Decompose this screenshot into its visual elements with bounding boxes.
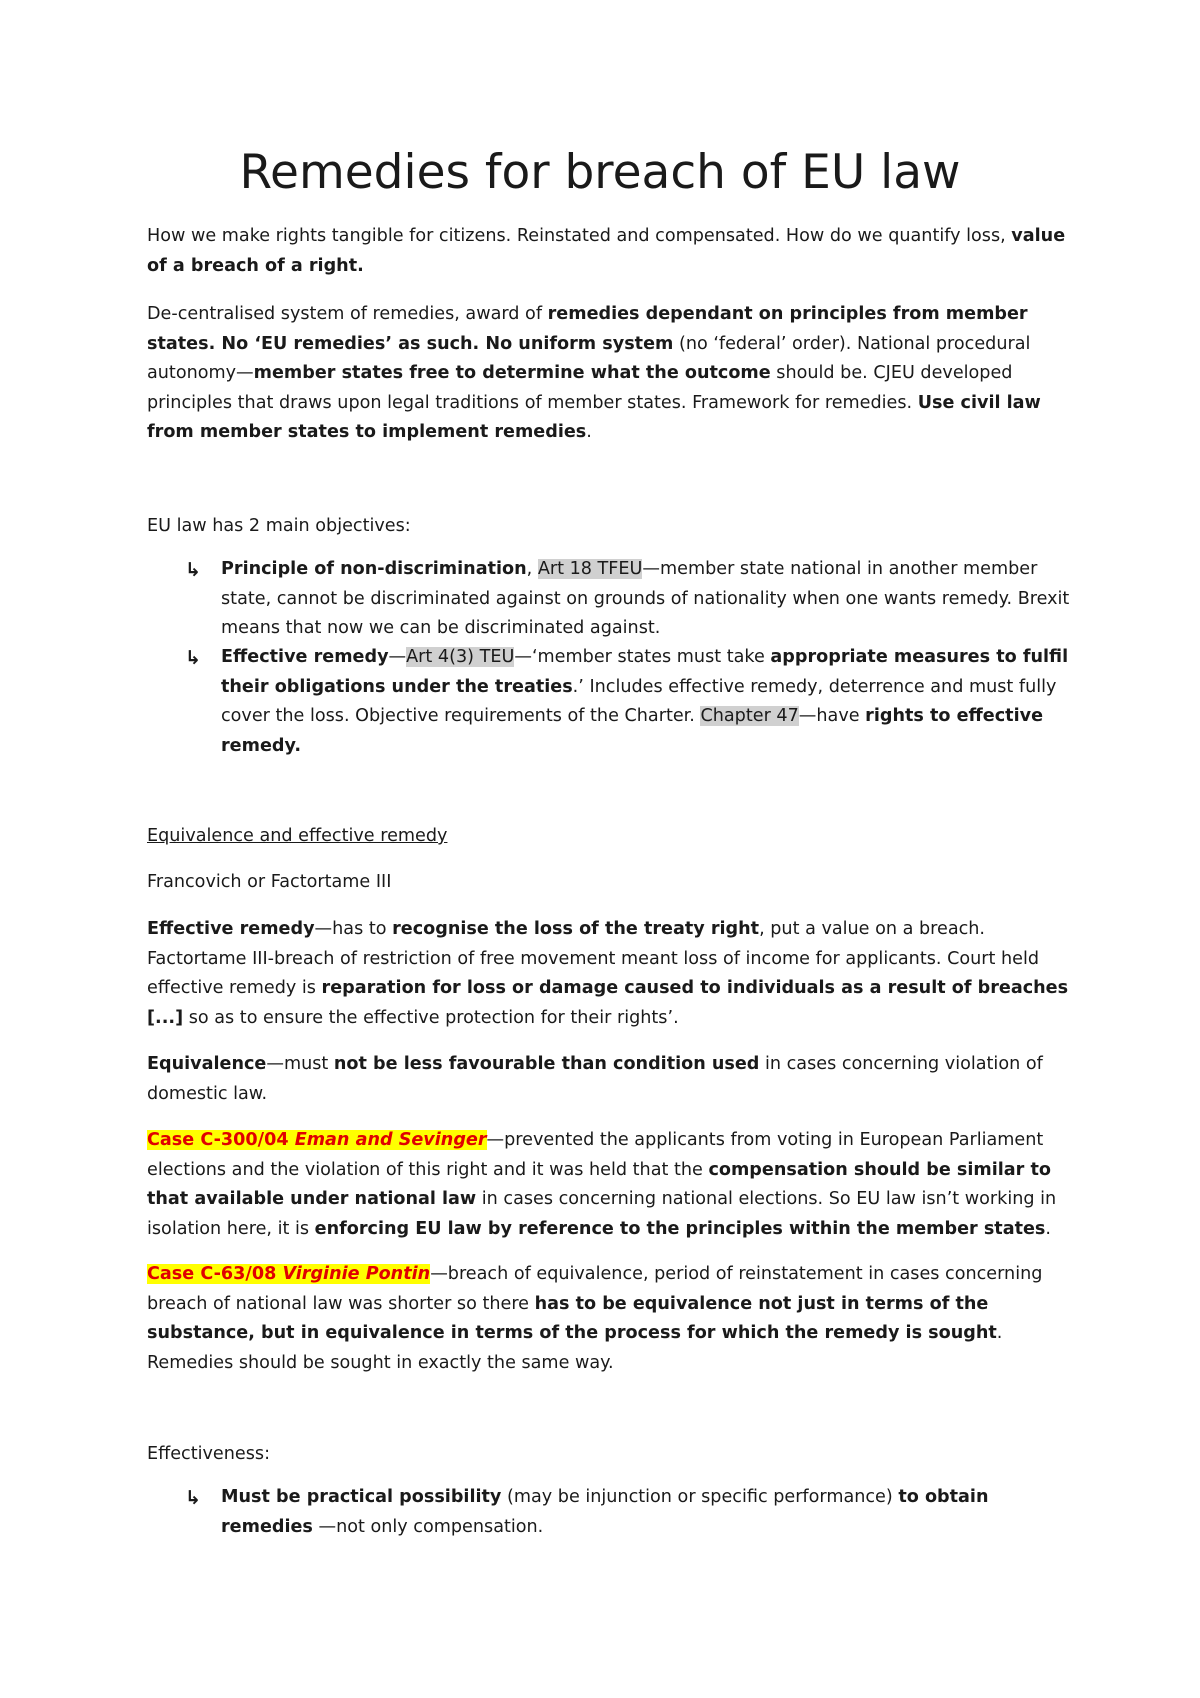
case-number: Case C-63/08: [147, 1264, 283, 1284]
case-label: [147, 1130, 487, 1150]
text: so as to ensure the effective protection for their rights’.: [183, 1007, 679, 1028]
case-eman-paragraph: [147, 1126, 1077, 1244]
text: —has to: [314, 919, 393, 939]
bold-text: member states free to determine what the outcome: [253, 363, 771, 383]
bold-text: not be less favourable than condition used: [333, 1054, 760, 1074]
case-pontin-paragraph: [147, 1260, 1077, 1378]
arrow-bullet-icon: ↳: [185, 647, 201, 669]
text: —breach of equivalence, period of reinstatement in cases concerning breach of national law was shorter so there: [147, 1264, 1043, 1314]
objectives-heading: EU law has 2 main objectives:: [147, 516, 411, 536]
case-name: Virginie Pontin: [282, 1264, 431, 1284]
text: —‘member states must take: [514, 647, 771, 667]
article-reference: Art 18 TFEU: [537, 559, 643, 579]
case-name: Eman and Sevinger: [294, 1130, 487, 1150]
equivalence-paragraph: [147, 1050, 1077, 1109]
francovich-line: Francovich or Factortame III: [147, 872, 392, 892]
effective-remedy-paragraph: [147, 915, 1077, 1033]
bullet-practical-possibility: [221, 1483, 1077, 1542]
text: (no ‘federal’ order). National procedural autonomy—: [147, 333, 1031, 383]
article-reference: Art 4(3) TEU: [406, 647, 515, 667]
case-number: Case C-300/04: [147, 1130, 295, 1150]
text: —must: [266, 1054, 334, 1074]
text: , put a value on a breach. Factortame III-breach of restriction of free movement meant loss of income for applicants. Court held effective remedy is: [147, 919, 1040, 998]
text: should be. CJEU developed principles that draws upon legal traditions of member states. Framework for remedies.: [147, 363, 1013, 413]
case-label: [147, 1264, 430, 1284]
bold-text: recognise the loss of the treaty right: [392, 919, 760, 939]
text: .’ Includes effective remedy, deterrence and must fully cover the loss. Objective requirements of the Charter.: [221, 676, 1057, 726]
chapter-reference: Chapter 47: [700, 706, 799, 726]
bold-text: Equivalence: [147, 1054, 267, 1074]
text: . Remedies should be sought in exactly the same way.: [147, 1323, 1003, 1373]
bold-text: reparation for loss or damage caused to individuals as a result of breaches [...]: [147, 978, 1069, 1028]
intro-paragraph: [147, 222, 1077, 281]
bullet-effective-remedy: [221, 643, 1077, 761]
bold-text: rights to effective remedy.: [221, 706, 1044, 756]
bullet-non-discrimination: [221, 555, 1077, 644]
text: De-centralised system of remedies, award of: [147, 304, 548, 324]
bold-text: remedies dependant on principles from member states. No ‘EU remedies’ as such. No uniform system: [147, 304, 1028, 354]
text: —have: [798, 706, 866, 726]
text: .: [1045, 1218, 1051, 1239]
text: —prevented the applicants from voting in European Parliament elections and the violation of this right and it was held that the: [147, 1130, 1044, 1180]
bold-text: to obtain remedies: [221, 1487, 989, 1537]
bold-text: Effective remedy: [221, 647, 389, 667]
arrow-bullet-icon: ↳: [185, 1487, 201, 1509]
text: .: [586, 422, 592, 442]
arrow-bullet-icon: ↳: [185, 559, 201, 581]
bold-text: appropriate measures to fulfil their obligations under the treaties: [221, 647, 1069, 697]
page-title: Remedies for breach of EU law: [239, 145, 961, 200]
intro-text: How we make rights tangible for citizens. Reinstated and compensated. How do we quantify loss,: [147, 226, 1012, 246]
intro-bold: value of a breach of a right.: [147, 226, 1066, 276]
effectiveness-heading: Effectiveness:: [147, 1444, 270, 1464]
bold-text: enforcing EU law by reference to the principles within the member states: [314, 1218, 1046, 1239]
bold-text: Principle of non-discrimination: [221, 559, 527, 579]
bold-text: compensation should be similar to that available under national law: [147, 1159, 1051, 1209]
text: in cases concerning national elections. So EU law isn’t working in isolation here, it is: [147, 1189, 1057, 1239]
bold-text: Must be practical possibility: [221, 1487, 502, 1507]
text: —member state national in another member state, cannot be discriminated against on grounds of nationality when one wants remedy. Brexit means that now we can be discriminated against.: [221, 559, 1070, 638]
text: (may be injunction or specific performance): [501, 1487, 899, 1507]
equivalence-heading: Equivalence and effective remedy: [147, 826, 448, 846]
text: —not only compensation.: [312, 1516, 544, 1537]
decentralised-paragraph: [147, 300, 1077, 448]
text: in cases concerning violation of domestic law.: [147, 1054, 1043, 1104]
text: ,: [526, 559, 538, 579]
bold-text: Use civil law from member states to implement remedies: [147, 392, 1041, 442]
bold-text: has to be equivalence not just in terms of the substance, but in equivalence in terms of the process for which the remedy is sought: [147, 1293, 997, 1343]
text: —: [388, 647, 407, 667]
bold-text: Effective remedy: [147, 919, 315, 939]
